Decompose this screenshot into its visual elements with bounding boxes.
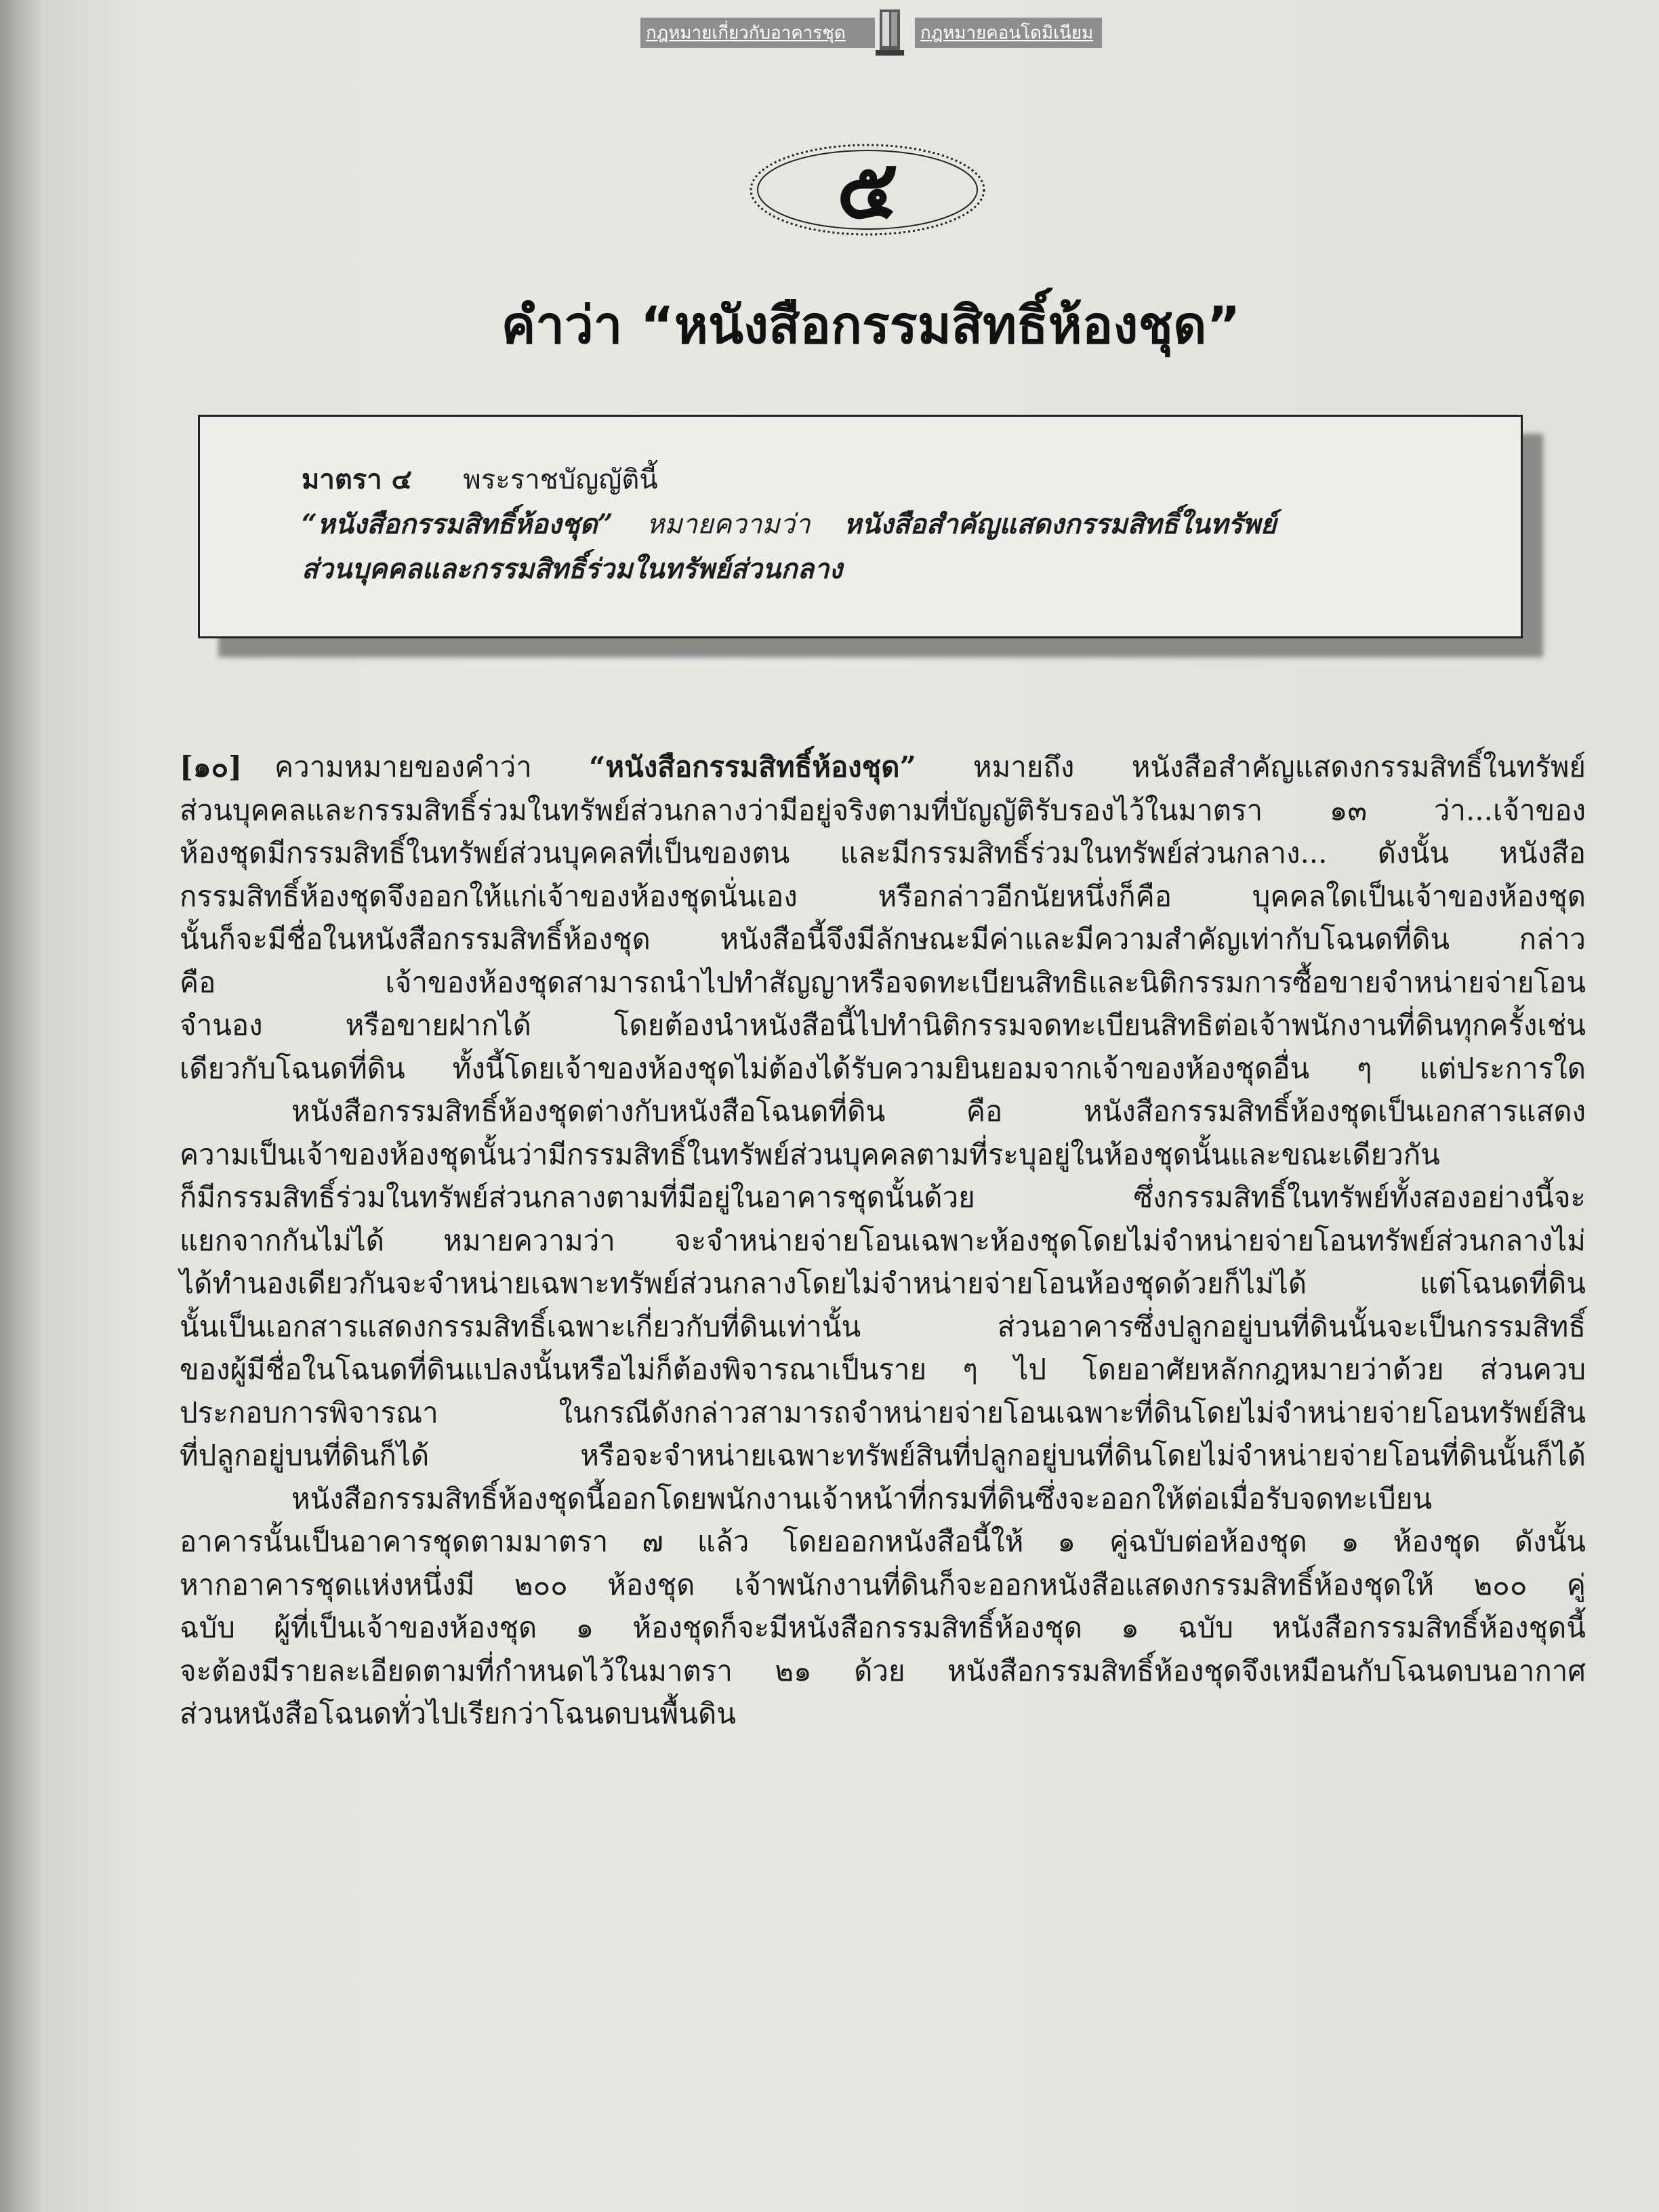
- body-line: นั้นเป็นเอกสารแสดงกรรมสิทธิ์เฉพาะเกี่ยวกับที่ดินเท่านั้น ส่วนอาคารซึ่งปลูกอยู่บนที่ดินนั้นจะเป็นกรรมสิทธิ์: [180, 1309, 1586, 1343]
- body-line: เดียวกับโฉนดที่ดิน ทั้งนี้โดยเจ้าของห้องชุดไม่ต้องได้รับความยินยอมจากเจ้าของห้องชุดอื่น ๆ แต่ประการใด: [180, 1051, 1586, 1085]
- body-line: คือ เจ้าของห้องชุดสามารถนำไปทำสัญญาหรือจดทะเบียนสิทธิและนิติกรรมการซื้อขายจำหน่ายจ่ายโอน: [180, 965, 1586, 999]
- body-line: นั้นก็จะมีชื่อในหนังสือกรรมสิทธิ์ห้องชุด หนังสือนี้จึงมีลักษณะมีค่าและมีความสำคัญเท่ากับโฉนดที่ดิน กล่าว: [180, 922, 1586, 956]
- body-line: ได้ทำนองเดียวกันจะจำหน่ายเฉพาะทรัพย์ส่วนกลางโดยไม่จำหน่ายจ่ายโอนห้องชุดด้วยก็ไม่ได้ แต่โฉนดที่ดิน: [180, 1267, 1586, 1300]
- chapter-number: ๕: [836, 142, 899, 237]
- body-line: กรรมสิทธิ์ห้องชุดจึงออกให้แก่เจ้าของห้องชุดนั่นเอง หรือกล่าวอีกนัยหนึ่งก็คือ บุคคลใดเป็นเจ้าของห้องชุด: [180, 879, 1586, 913]
- body-text: [180, 745, 1586, 1736]
- body-line: หนังสือกรรมสิทธิ์ห้องชุดต่างกับหนังสือโฉนดที่ดิน คือ หนังสือกรรมสิทธิ์ห้องชุดเป็นเอกสารแสดง: [291, 1094, 1586, 1128]
- term-bold: “หนังสือกรรมสิทธิ์ห้องชุด”: [589, 750, 916, 783]
- body-line: ที่ปลูกอยู่บนที่ดินก็ได้ หรือจะจำหน่ายเฉพาะทรัพย์สินที่ปลูกอยู่บนที่ดินโดยไม่จำหน่ายจ่ายโอนที่ดินนั้นก็ได้: [180, 1439, 1586, 1472]
- definition-part-2: ส่วนบุคคลและกรรมสิทธิ์ร่วมในทรัพย์ส่วนกลาง: [302, 553, 842, 585]
- body-line: อาคารนั้นเป็นอาคารชุดตามมาตรา ๗ แล้ว โดยออกหนังสือนี้ให้ ๑ คู่ฉบับต่อห้องชุด ๑ ห้องชุด ดังนั้น: [180, 1525, 1586, 1558]
- body-line: จำนอง หรือขายฝากได้ โดยต้องนำหนังสือนี้ไปทำนิติกรรมจดทะเบียนสิทธิต่อเจ้าพนักงานที่ดินทุกครั้งเช่น: [180, 1008, 1586, 1042]
- header-right-text: กฎหมายคอนโดมิเนียม: [915, 18, 1102, 48]
- body-line: ฉบับ ผู้ที่เป็นเจ้าของห้องชุด ๑ ห้องชุดก็จะมีหนังสือกรรมสิทธิ์ห้องชุด ๑ ฉบับ หนังสือกรรมสิทธิ์ห้องชุดนี้: [180, 1611, 1586, 1644]
- section-intro: พระราชบัญญัตินี้: [463, 464, 658, 495]
- header-left-text: กฎหมายเกี่ยวกับอาคารชุด: [640, 18, 875, 48]
- body-line: หนังสือกรรมสิทธิ์ห้องชุดนี้ออกโดยพนักงานเจ้าหน้าที่กรมที่ดินซึ่งจะออกให้ต่อเมื่อรับจดทะเบียน: [291, 1481, 1433, 1515]
- body-line: ประกอบการพิจารณา ในกรณีดังกล่าวสามารถจำหน่ายจ่ายโอนเฉพาะที่ดินโดยไม่จำหน่ายจ่ายโอนทรัพย์สิน: [180, 1395, 1586, 1429]
- body-line: [๑๐] ความหมายของคำว่า “หนังสือกรรมสิทธิ์ห้องชุด” หมายถึง หนังสือสำคัญแสดงกรรมสิทธิ์ในทรัพย์: [180, 750, 1586, 783]
- defined-term: “หนังสือกรรมสิทธิ์ห้องชุด”: [302, 508, 613, 540]
- body-line: หากอาคารชุดแห่งหนึ่งมี ๒๐๐ ห้องชุด เจ้าพนักงานที่ดินก็จะออกหนังสือแสดงกรรมสิทธิ์ห้องชุดให้ ๒๐๐ คู่: [180, 1568, 1586, 1601]
- body-line: จะต้องมีรายละเอียดตามที่กำหนดไว้ในมาตรา ๒๑ ด้วย หนังสือกรรมสิทธิ์ห้องชุดจึงเหมือนกับโฉนดบนอากาศ: [180, 1654, 1586, 1687]
- statute-line-1: [302, 457, 1419, 502]
- chapter-title: คำว่า “หนังสือกรรมสิทธิ์ห้องชุด”: [501, 295, 1241, 355]
- facing-page-edge: [0, 0, 41, 2212]
- body-line: ความเป็นเจ้าของห้องชุดนั้นว่ามีกรรมสิทธิ์ในทรัพย์ส่วนบุคคลตามที่ระบุอยู่ในห้องชุดนั้นและขณะเดียวกัน: [180, 1137, 1440, 1171]
- body-line: ส่วนหนังสือโฉนดทั่วไปเรียกว่าโฉนดบนพื้นดิน: [180, 1697, 736, 1730]
- body-line: ก็มีกรรมสิทธิ์ร่วมในทรัพย์ส่วนกลางตามที่มีอยู่ในอาคารชุดนั้นด้วย ซึ่งกรรมสิทธิ์ในทรัพย์ทั้งสองอย่างนี้จะ: [180, 1181, 1586, 1214]
- body-line: ส่วนบุคคลและกรรมสิทธิ์ร่วมในทรัพย์ส่วนกลางว่ามีอยู่จริงตามที่บัญญัติรับรองไว้ในมาตรา ๑๓ ว่า...เจ้าของ: [180, 793, 1586, 827]
- building-logo-icon: [873, 9, 907, 57]
- body-line: แยกจากกันไม่ได้ หมายความว่า จะจำหน่ายจ่ายโอนเฉพาะห้องชุดโดยไม่จำหน่ายจ่ายโอนทรัพย์ส่วนกลางไม่: [180, 1223, 1586, 1257]
- body-line: ของผู้มีชื่อในโฉนดที่ดินแปลงนั้นหรือไม่ก็ต้องพิจารณาเป็นราย ๆ ไป โดยอาศัยหลักกฎหมายว่าด้วย ส่วนควบ: [180, 1353, 1586, 1386]
- statute-line-3: [302, 547, 1419, 592]
- means-text: หมายความว่า: [646, 509, 811, 540]
- body-line: ห้องชุดมีกรรมสิทธิ์ในทรัพย์ส่วนบุคคลที่เป็นของตน และมีกรรมสิทธิ์ร่วมในทรัพย์ส่วนกลาง... ดังนั้น หนังสือ: [180, 836, 1586, 869]
- definition-part-1: หนังสือสำคัญแสดงกรรมสิทธิ์ในทรัพย์: [843, 508, 1277, 540]
- running-header: [41, 9, 1659, 43]
- statute-line-2: [302, 502, 1419, 547]
- statute-box: [198, 415, 1523, 638]
- section-label: มาตรา ๔: [302, 464, 412, 495]
- book-page: [41, 0, 1659, 2212]
- paragraph-number: [๑๐]: [180, 750, 243, 783]
